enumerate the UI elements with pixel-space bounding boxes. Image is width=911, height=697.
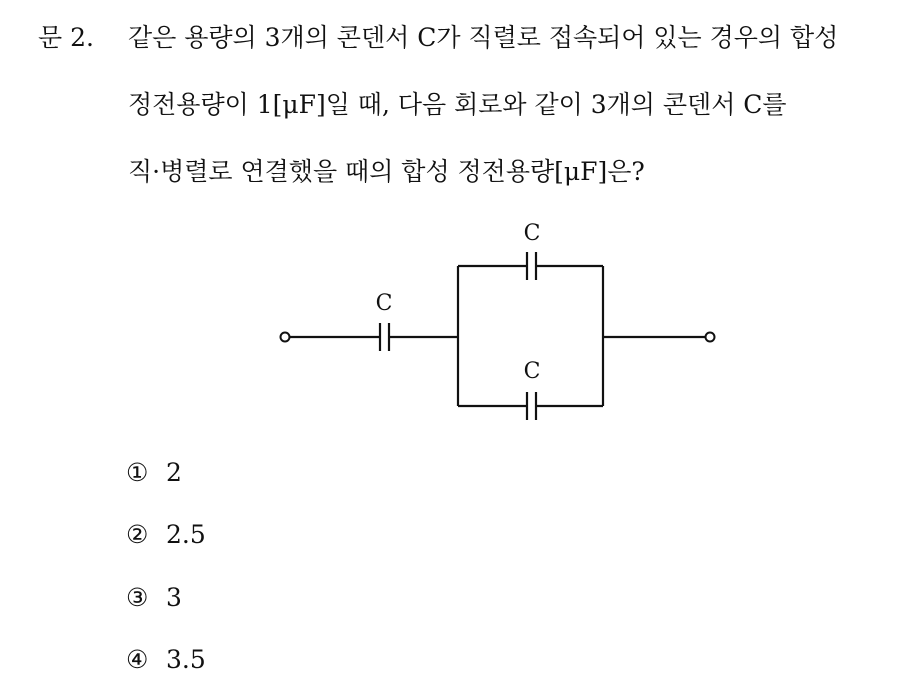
choice-4-mark: ④ <box>126 645 149 674</box>
bottom-capacitor-label: C <box>523 359 541 384</box>
circuit-diagram <box>270 210 730 440</box>
choice-3[interactable] <box>126 581 182 615</box>
series-capacitor-label: C <box>375 291 393 316</box>
choice-4-value: 3.5 <box>166 645 206 674</box>
question-line-3: 직·병렬로 연결했을 때의 합성 정전용량[μF]은? <box>128 157 645 186</box>
question-number: 문 2. <box>38 23 94 52</box>
choice-1-value: 2 <box>166 458 182 487</box>
choice-1[interactable] <box>126 456 182 490</box>
choice-3-value: 3 <box>166 583 182 612</box>
choice-1-mark: ① <box>126 458 149 487</box>
question-line-2: 정전용량이 1[μF]일 때, 다음 회로와 같이 3개의 콘덴서 C를 <box>128 90 787 119</box>
choice-4[interactable] <box>126 643 206 677</box>
question-line-1: 같은 용량의 3개의 콘덴서 C가 직렬로 접속되어 있는 경우의 합성 <box>128 23 839 52</box>
choice-3-mark: ③ <box>126 583 149 612</box>
choice-2-value: 2.5 <box>166 520 206 549</box>
left-terminal <box>281 333 290 342</box>
choice-2-mark: ② <box>126 520 149 549</box>
top-capacitor-label: C <box>523 221 541 246</box>
right-terminal <box>706 333 715 342</box>
choice-2[interactable] <box>126 518 206 552</box>
